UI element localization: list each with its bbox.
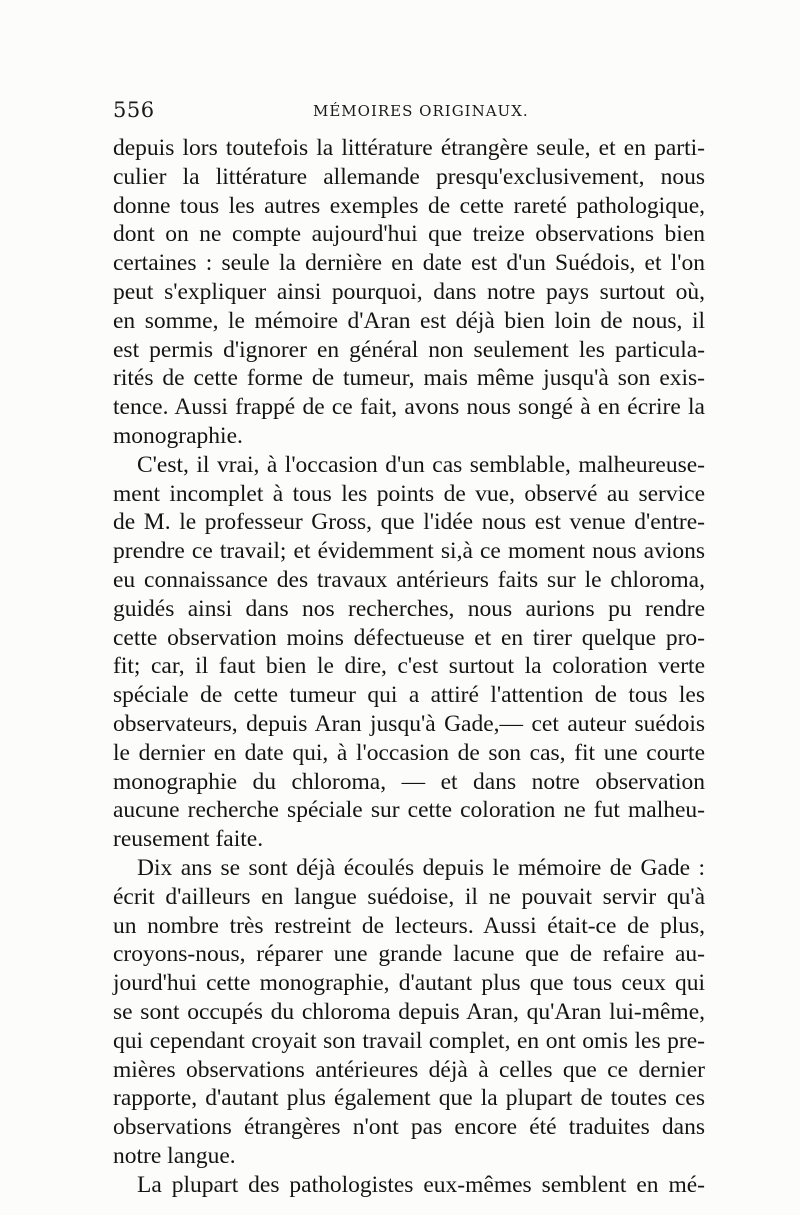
text-line: jourd'hui cette monographie, d'autant plus que tous ceux qui bbox=[113, 970, 705, 997]
text-line: La plupart des pathologistes eux-mêmes semblent en mé- bbox=[137, 1171, 705, 1198]
text-line: qui cependant croyait son travail complet, en ont omis les pre- bbox=[113, 1027, 705, 1054]
body-text bbox=[113, 134, 705, 1199]
text-line: ment incomplet à tous les points de vue, observé au service bbox=[113, 480, 705, 507]
text-line: guidés ainsi dans nos recherches, nous aurions pu rendre bbox=[113, 595, 705, 622]
text-line: depuis lors toutefois la littérature étrangère seule, et en parti- bbox=[113, 135, 705, 161]
running-head bbox=[113, 98, 705, 128]
text-line: rités de cette forme de tumeur, mais même jusqu'à son exis- bbox=[113, 365, 705, 392]
text-line: en somme, le mémoire d'Aran est déjà bien loin de nous, il bbox=[113, 307, 705, 334]
text-line: culier la littérature allemande presqu'exclusivement, nous bbox=[113, 163, 705, 190]
text-line: aucune recherche spéciale sur cette coloration ne fut malheu- bbox=[113, 797, 705, 824]
text-line: écrit d'ailleurs en langue suédoise, il ne pouvait servir qu'à bbox=[113, 883, 705, 910]
text-line: cette observation moins défectueuse et en tirer quelque pro- bbox=[113, 624, 705, 651]
text-line: tence. Aussi frappé de ce fait, avons nous songé à en écrire la bbox=[113, 394, 705, 421]
page-number: 556 bbox=[113, 98, 155, 122]
text-line: spéciale de cette tumeur qui a attiré l'attention de tous les bbox=[113, 682, 705, 709]
text-line: observations étrangères n'ont pas encore été traduites dans bbox=[113, 1114, 705, 1141]
text-line: observateurs, depuis Aran jusqu'à Gade,— cet auteur suédois bbox=[113, 710, 705, 737]
text-line: dont on ne compte aujourd'hui que treize observations bien bbox=[113, 221, 705, 248]
text-line: mières observations antérieures déjà à celles que ce dernier bbox=[113, 1056, 705, 1083]
text-line: Dix ans se sont déjà écoulés depuis le mémoire de Gade : bbox=[137, 854, 705, 881]
text-line: un nombre très restreint de lecteurs. Aussi était-ce de plus, bbox=[113, 912, 705, 939]
text-line: donne tous les autres exemples de cette rareté pathologique, bbox=[113, 192, 705, 219]
text-line: le dernier en date qui, à l'occasion de son cas, fit une courte bbox=[113, 739, 705, 766]
text-line: eu connaissance des travaux antérieurs faits sur le chloroma, bbox=[113, 566, 705, 593]
text-line: monographie. bbox=[113, 422, 243, 449]
text-line: peut s'expliquer ainsi pourquoi, dans notre pays surtout où, bbox=[113, 278, 705, 305]
text-line: notre langue. bbox=[113, 1142, 236, 1169]
running-title: MÉMOIRES ORIGINAUX. bbox=[313, 102, 529, 120]
text-line: est permis d'ignorer en général non seulement les particula- bbox=[113, 336, 705, 363]
text-line: rapporte, d'autant plus également que la plupart de toutes ces bbox=[113, 1085, 705, 1112]
text-line: certaines : seule la dernière en date est d'un Suédois, et l'on bbox=[113, 250, 705, 277]
text-line: monographie du chloroma, — et dans notre observation bbox=[113, 768, 705, 795]
text-line: se sont occupés du chloroma depuis Aran, qu'Aran lui-même, bbox=[113, 998, 705, 1025]
text-line: fit; car, il faut bien le dire, c'est surtout la coloration verte bbox=[113, 653, 705, 680]
text-line: reusement faite. bbox=[113, 826, 264, 853]
text-line: prendre ce travail; et évidemment si,à ce moment nous avions bbox=[113, 538, 705, 565]
text-line: de M. le professeur Gross, que l'idée nous est venue d'entre- bbox=[113, 509, 705, 536]
text-line: croyons-nous, réparer une grande lacune que de refaire au- bbox=[113, 941, 705, 968]
text-line: C'est, il vrai, à l'occasion d'un cas semblable, malheureuse- bbox=[137, 451, 705, 478]
